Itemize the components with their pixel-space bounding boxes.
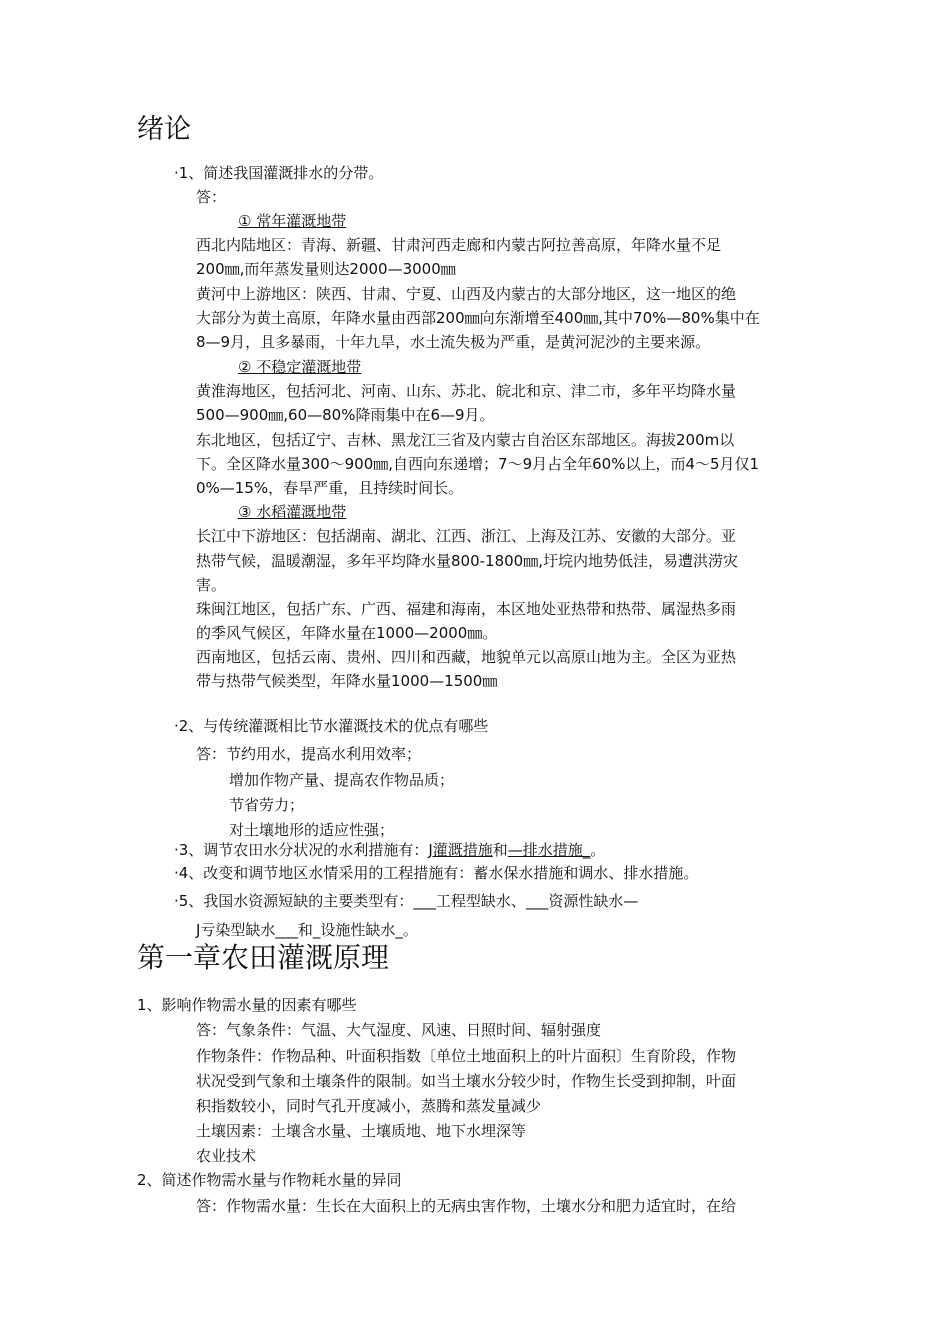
paragraph-line: 长江中下游地区：包括湖南、湖北、江西、浙江、上海及江苏、安徽的大部分。亚: [196, 527, 737, 545]
question-2: ·2、与传统灌溉相比节水灌溉技术的优点有哪些: [174, 717, 489, 735]
paragraph-line: 带与热带气候类型，年降水量1000—1500㎜: [196, 672, 498, 690]
paragraph-line: 西北内陆地区：青海、新疆、甘肃河西走廊和内蒙古阿拉善高原，年降水量不足: [196, 236, 722, 254]
paragraph-line: 下。全区降水量300～900㎜,自西向东递增；7～9月占全年60%以上，而4～5月仅1: [196, 455, 760, 473]
answer-line: 节省劳力；: [229, 796, 305, 814]
question-3-suffix: 。: [590, 841, 606, 859]
answer-line: 答：气象条件：气温、大气湿度、风速、日照时间、辐射强度: [196, 1021, 602, 1039]
zone-3-label: [238, 502, 346, 522]
fill-blank-2: —排水措施_: [507, 841, 591, 859]
question-5-line-1: ·5、我国水资源短缺的主要类型有：___工程型缺水、___资源性缺水—: [174, 892, 639, 910]
chapter-1-title: 第一章农田灌溉原理: [137, 941, 390, 974]
answer-line: 积指数较小，同时气孔开度减小，蒸腾和蒸发量减少: [196, 1097, 542, 1115]
zone-1-heading: ① 常年灌溉地带: [238, 212, 347, 230]
paragraph-line: 害。: [196, 576, 227, 594]
paragraph-line: 200㎜,而年蒸发量则达2000—3000㎜: [196, 260, 456, 278]
zone-3-heading: ③ 水稻灌溉地带: [238, 503, 347, 521]
paragraph-line: 8—9月，且多暴雨，十年九旱，水土流失极为严重，是黄河泥沙的主要来源。: [196, 333, 711, 351]
question-5-line-2: J亏染型缺水___和_设施性缺水_。: [196, 921, 418, 939]
answer-line: 作物条件：作物品种、叶面积指数〔单位土地面积上的叶片面积〕生育阶段，作物: [196, 1047, 737, 1065]
section-title-intro: 绪论: [137, 114, 191, 145]
question-3-prefix: ·3、调节农田水分状况的水利措施有：: [174, 841, 429, 859]
paragraph-line: 大部分为黄土高原，年降水量由西部200㎜向东渐增至400㎜,其中70%—80%集中在: [196, 309, 760, 327]
zone-1-label: [238, 211, 346, 231]
paragraph-line: 黄淮海地区，包括河北、河南、山东、苏北、皖北和京、津二市，多年平均降水量: [196, 382, 737, 400]
answer-line: 土壤因素：土壤含水量、土壤质地、地下水埋深等: [196, 1122, 527, 1140]
paragraph-line: 热带气候，温暖潮湿，多年平均降水量800-1800㎜,圩垸内地势低洼，易遭洪涝灾: [196, 552, 738, 570]
chapter-1-question-1: 1、影响作物需水量的因素有哪些: [137, 996, 357, 1014]
paragraph-line: 的季风气候区，年降水量在1000—2000㎜。: [196, 624, 498, 642]
zone-2-heading: ② 不稳定灌溉地带: [238, 358, 362, 376]
fill-blank-1: J灌溉措施: [428, 841, 493, 859]
answer-line: 答：作物需水量：生长在大面积上的无病虫害作物，土壤水分和肥力适宜时，在给: [196, 1197, 737, 1215]
paragraph-line: 珠闽江地区，包括广东、广西、福建和海南，本区地处亚热带和热带、属湿热多雨: [196, 600, 737, 618]
paragraph-line: 西南地区，包括云南、贵州、四川和西藏，地貌单元以高原山地为主。全区为亚热: [196, 648, 737, 666]
paragraph-line: 0%—15%，春旱严重，且持续时间长。: [196, 479, 464, 497]
zone-2-label: [238, 357, 361, 377]
paragraph-line: 黄河中上游地区：陕西、甘肃、宁夏、山西及内蒙古的大部分地区，这一地区的绝: [196, 285, 737, 303]
answer-line: 增加作物产量、提高农作物品质；: [229, 771, 455, 789]
answer-line: 答：节约用水，提高水利用效率；: [196, 745, 422, 763]
answer-label: 答：: [196, 188, 227, 206]
answer-line: 农业技术: [196, 1147, 257, 1165]
question-3: [174, 840, 605, 860]
paragraph-line: 500—900㎜,60—80%降雨集中在6—9月。: [196, 406, 495, 424]
answer-line: 状况受到气象和土壤条件的限制。如当土壤水分较少时，作物生长受到抑制，叶面: [196, 1072, 737, 1090]
question-1: ·1、简述我国灌溉排水的分带。: [174, 164, 384, 182]
answer-line: 对土壤地形的适应性强；: [229, 821, 395, 839]
question-3-mid: 和: [492, 841, 508, 859]
paragraph-line: 东北地区，包括辽宁、吉林、黑龙江三省及内蒙古自治区东部地区。海拔200m以: [196, 431, 735, 449]
question-4: ·4、改变和调节地区水情采用的工程措施有：蓄水保水措施和调水、排水措施。: [174, 864, 699, 882]
chapter-1-question-2: 2、简述作物需水量与作物耗水量的异同: [137, 1171, 402, 1189]
